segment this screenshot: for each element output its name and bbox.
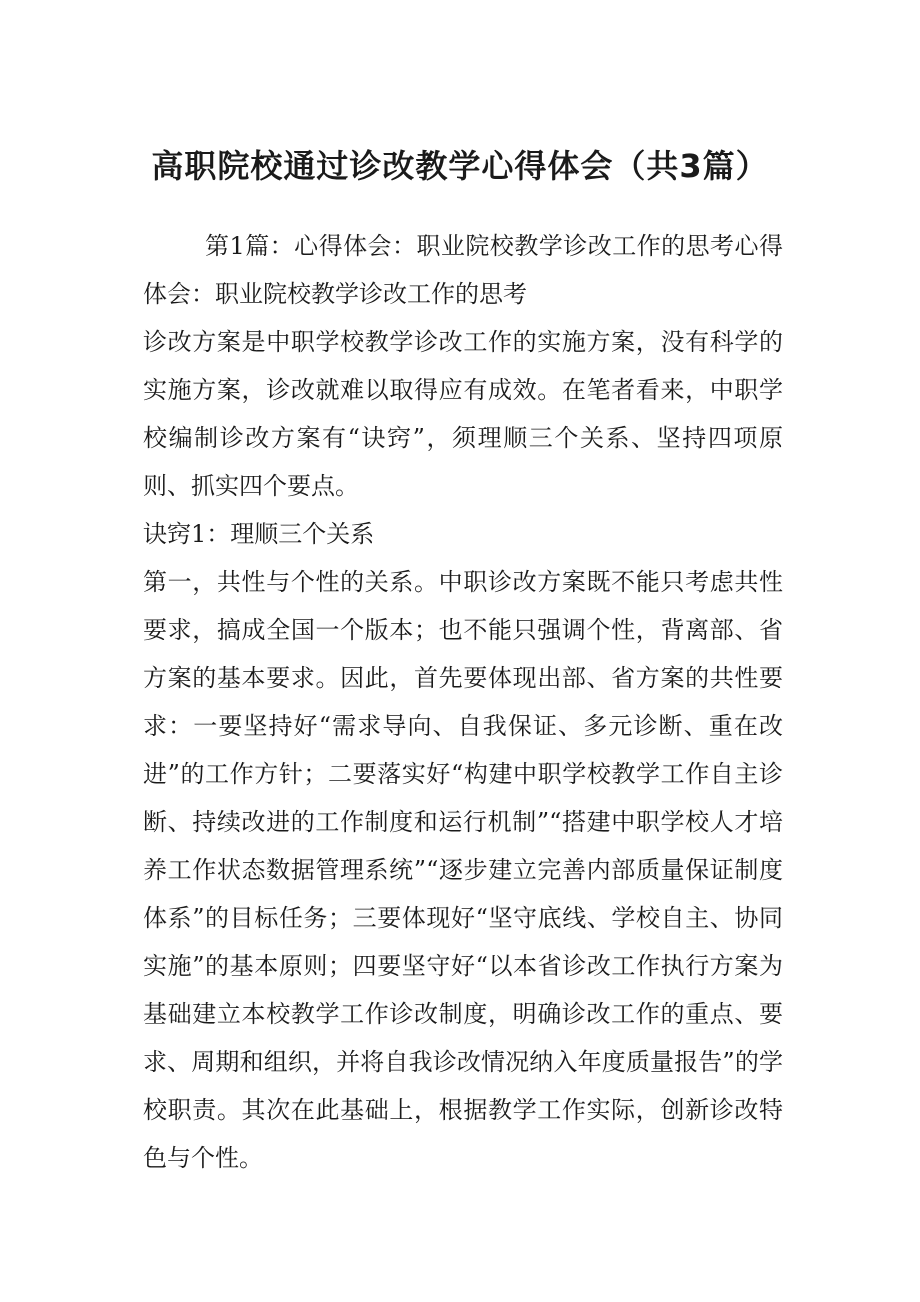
paragraph-intro: 诊改方案是中职学校教学诊改工作的实施方案，没有科学的实施方案，诊改就难以取得应有成效。在笔者看来，中职学校编制诊改方案有“诀窍”，须理顺三个关系、坚持四项原则、抓实四个要点。 — [143, 328, 783, 500]
paragraph-chapter-heading: 第1篇：心得体会：职业院校教学诊改工作的思考心得体会：职业院校教学诊改工作的思考 — [143, 232, 783, 308]
paragraph-first-relation: 第一，共性与个性的关系。中职诊改方案既不能只考虑共性要求，搞成全国一个版本；也不能只强调个性，背离部、省方案的基本要求。因此，首先要体现出部、省方案的共性要求：一要坚持好“需求导向、自我保证、多元诊断、重在改进”的工作方针；二要落实好“构建中职学校教学工作自主诊断、持续改进的工作制度和运行机制”“搭建中职学校人才培养工作状态数据管理系统”“逐步建立完善内部质量保证制度体系”的目标任务；三要体现好“坚守底线、学校自主、协同实施”的基本原则；四要坚守好“以本省诊改工作执行方案为基础建立本校教学工作诊改制度，明确诊改工作的重点、要求、周期和组织，并将自我诊改情况纳入年度质量报告”的学校职责。其次在此基础上，根据教学工作实际，创新诊改特色与个性。 — [143, 568, 783, 1172]
document-body — [143, 222, 783, 1182]
document-title: 高职院校通过诊改教学心得体会（共3篇） — [151, 147, 769, 185]
paragraph-section-heading: 诀窍1：理顺三个关系 — [143, 520, 375, 548]
